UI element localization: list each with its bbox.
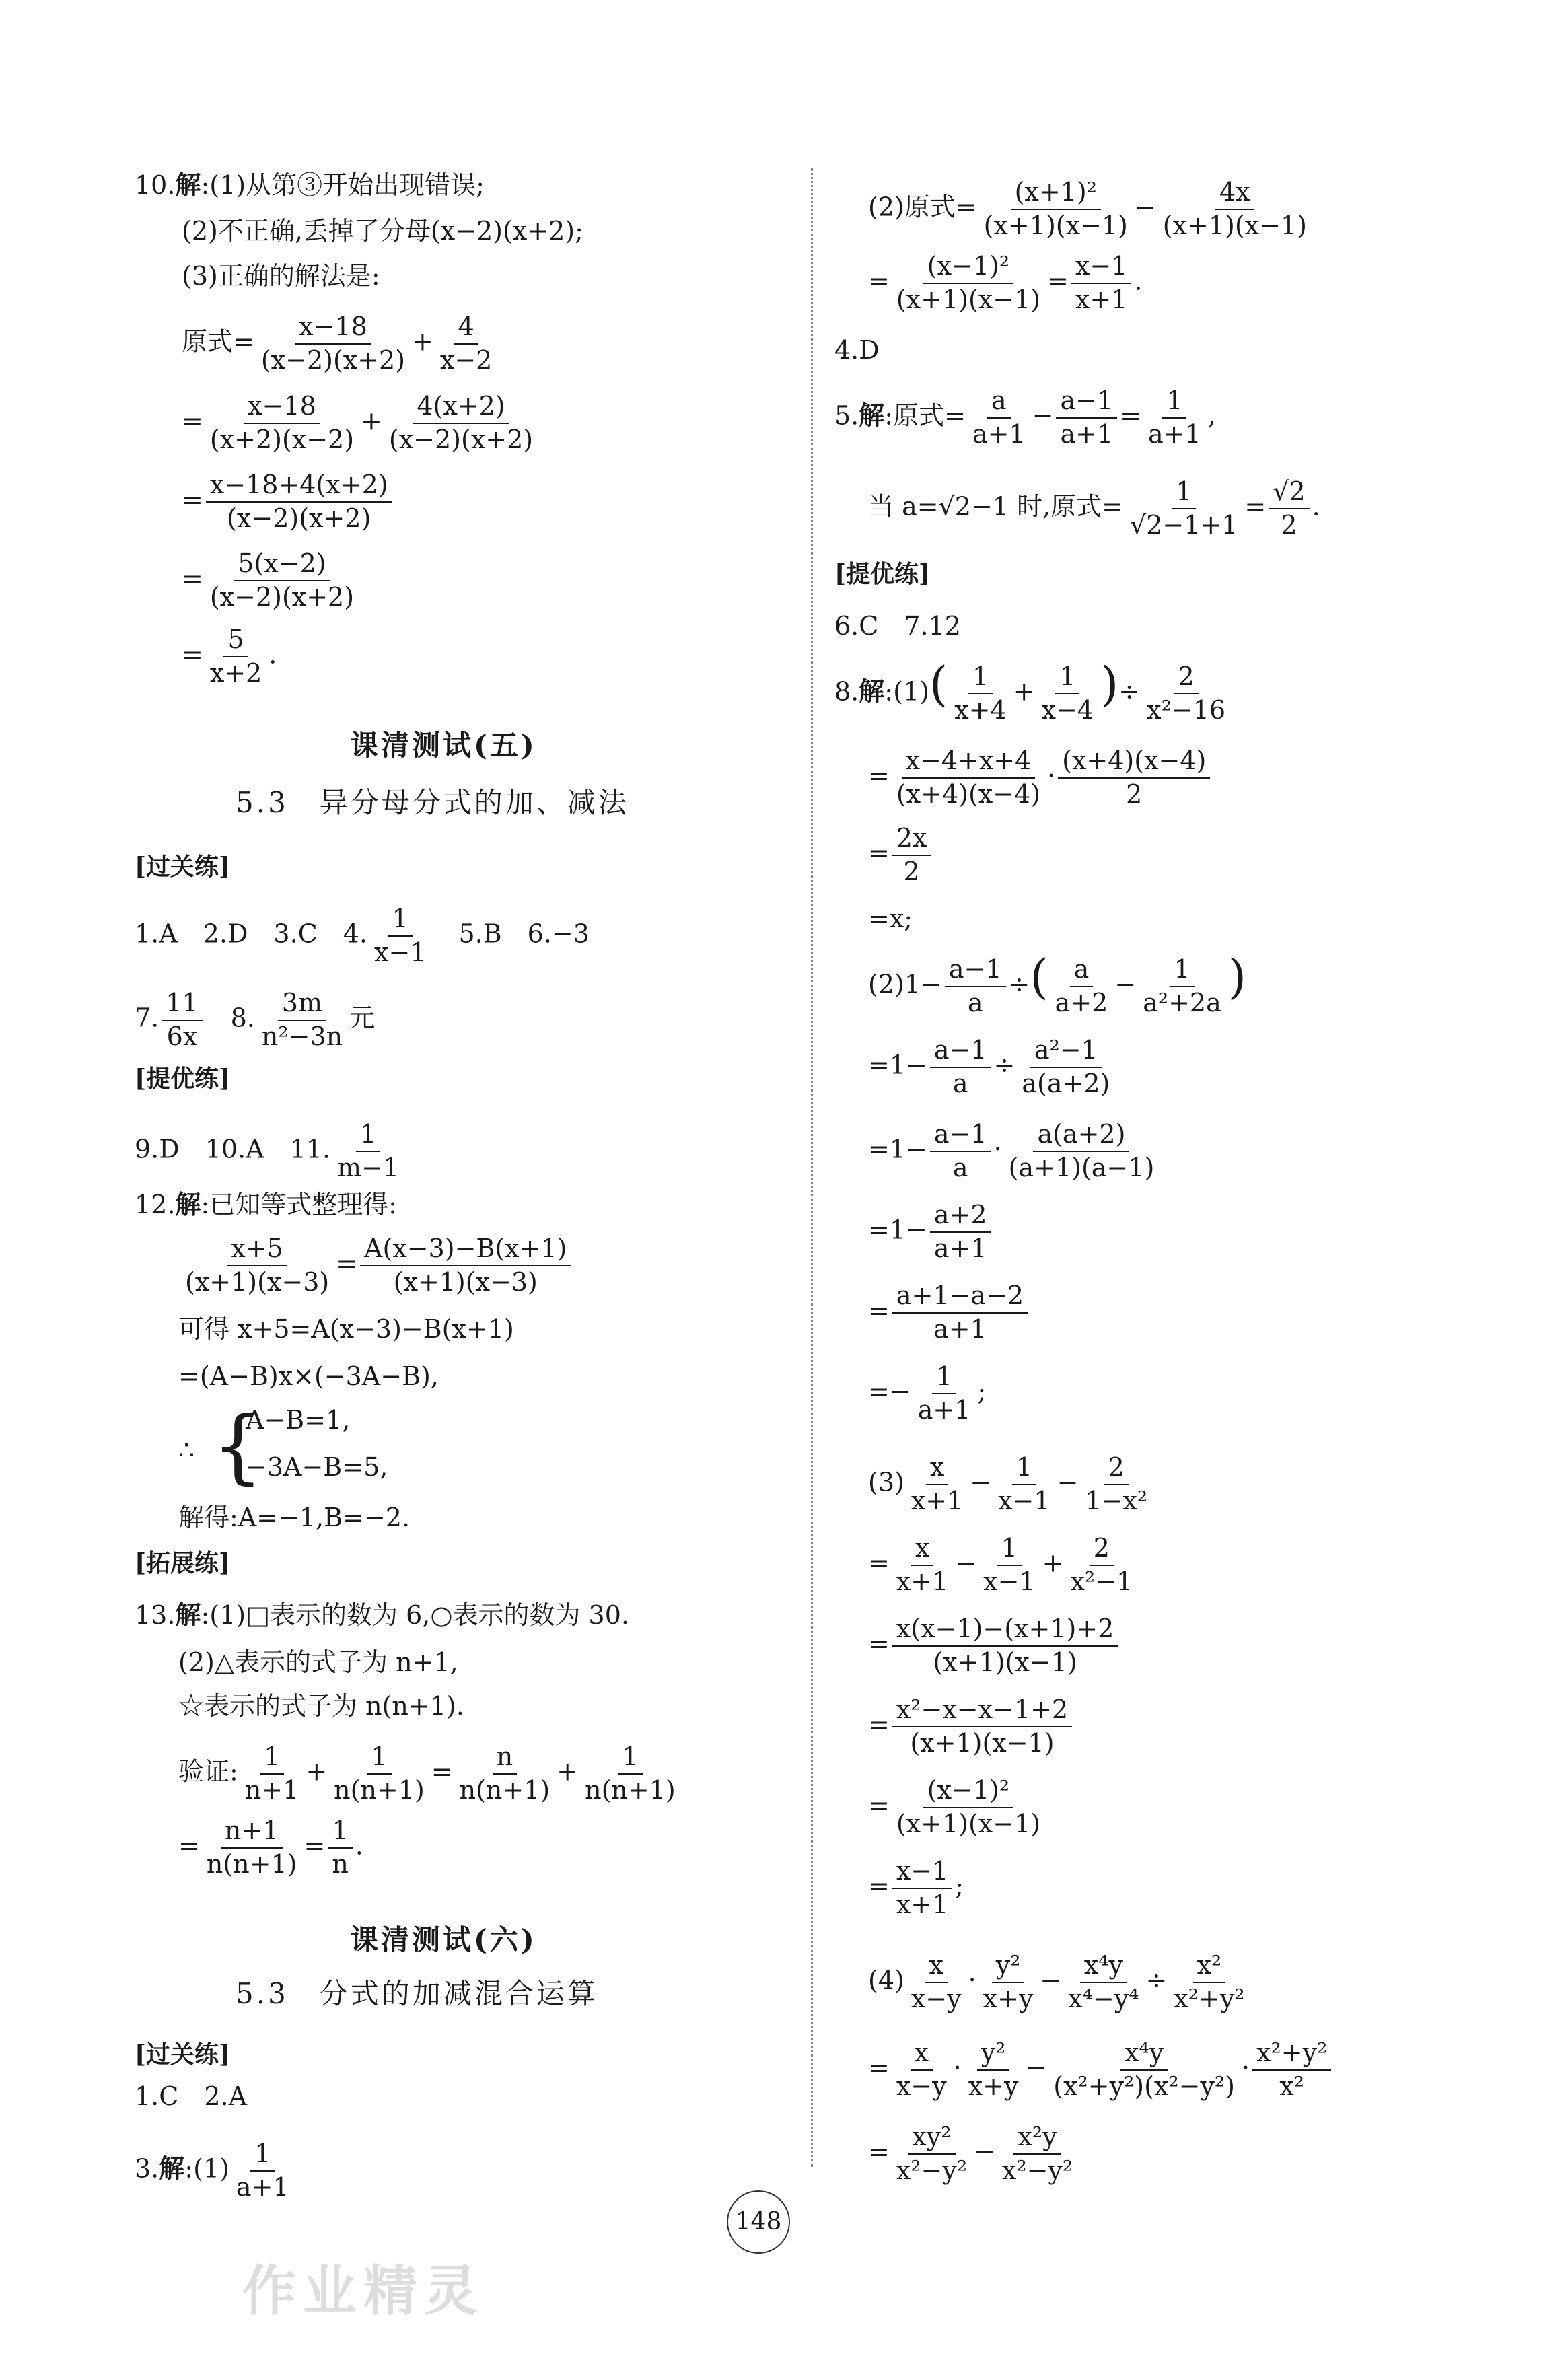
problem-8-1: 8.解:(1)( $\frac{1}{x+4}$ + $\frac{1}{x-4}$ )÷ $\frac{2}{\text{x²−16}}$ (834, 656, 1225, 725)
r-step-2: = $\frac{\text{(x−1)²}}{(x+1)(x-1)}$ = $\frac{x-1}{x+1}$ . (868, 251, 1143, 314)
label-tiyou-right: [提优练] (834, 560, 931, 588)
problem-8-3-step1: = $\frac{x}{x+1}$ − $\frac{1}{x-1}$ + $\frac{2}{\text{x²−1}}$ (868, 1533, 1133, 1596)
problem-8-4-step2: = $\frac{\text{xy²}}{\text{x²−y²}}$ − $\frac{\text{x²y}}{\text{x²−y²}}$ (868, 2122, 1073, 2185)
section-subtitle-6: 5.3 分式的加减混合运算 (236, 1977, 598, 2010)
problem-8-2-step1: =1− $\frac{a-1}{a}$ ÷ $\frac{\text{a²−1}}{a(a+2)}$ (868, 1035, 1110, 1098)
label-tiyou: [提优练] (135, 1065, 231, 1093)
problem-12-line3: 可得 x+5=A(x−3)−B(x+1) (178, 1314, 514, 1344)
problem-8-1-step2: = $\frac{2x}{2}$ (868, 824, 933, 886)
problem-8-2-step5: =− $\frac{1}{a+1}$ ; (868, 1361, 987, 1425)
answers-7-8: 7. $\frac{11}{6x}$ 8. $\frac{3m}{\text{n²−3n}}$ 元 (135, 988, 376, 1051)
problem-8-3-step5: = $\frac{x-1}{x+1}$ ; (868, 1856, 964, 1919)
section-subtitle-5: 5.3 异分母分式的加、减法 (236, 786, 629, 819)
problem-13-verify: 验证: $\frac{1}{n+1}$ + $\frac{1}{n(n+1)}$ = $\frac{n}{n(n+1)}$ + $\frac{1}{n(n+1)}$ (178, 1742, 676, 1805)
answers-1-6: 1.A 2.D 3.C 4. $\frac{1}{x-1}$ 5.B 6.−3 (135, 904, 590, 967)
problem-8-3: (3) $\frac{x}{x+1}$ − $\frac{1}{x-1}$ − $\frac{2}{\text{1−x²}}$ (868, 1452, 1148, 1515)
problem-8-2: (2)1− $\frac{a-1}{a}$ ÷( $\frac{a}{a+2}$ − $\frac{1}{\text{a²+2a}}$ ) (868, 949, 1247, 1017)
problem-8-1-step1: = $\frac{x-4+x+4}{(x+4)(x-4)}$ · $\frac{(x+4)(x-4)}{2}$ (868, 747, 1213, 809)
label-tuozhan: [拓展练] (135, 1549, 231, 1577)
problem-8-1-step3: =x; (868, 904, 913, 933)
problem-8-4: (4) $\frac{x}{x-y}$ · $\frac{\text{y²}}{x+y}$ − $\frac{\text{x⁴y}}{\text{x⁴−y⁴}}$ ÷ $\frac{\text{x²}}{\text{x²+y²}}$ (868, 1950, 1245, 2013)
answers-6-1-2: 1.C 2.A (135, 2081, 248, 2111)
step-4: = $\frac{5(x-2)}{(x-2)(x+2)}$ (182, 548, 355, 612)
label-guoguan-6: [过关练] (135, 2040, 231, 2069)
problem-10-line3: (3)正确的解法是: (182, 261, 380, 291)
problem-8-3-step2: = $\frac{x(x-1)-(x+1)+2}{(x+1)(x-1)}$ (868, 1615, 1120, 1677)
r-step-1: (2)原式= $\frac{\text{(x+1)²}}{(x+1)(x-1)}$ − $\frac{4x}{(x+1)(x-1)}$ (868, 177, 1307, 240)
problem-13-line2: (2)△表示的式子为 n+1, (178, 1647, 458, 1677)
answer-4: 4.D (834, 335, 880, 365)
step-5: = $\frac{5}{x+2}$ . (182, 624, 277, 688)
label-guoguan: [过关练] (135, 853, 231, 881)
step-1: 原式= $\frac{x-18}{(x-2)(x+2)}$ + $\frac{4}{x-2}$ (182, 312, 493, 375)
problem-8-2-step3: =1− $\frac{a+2}{a+1}$ (868, 1201, 994, 1263)
problem-13-line1: 13.解:(1)□表示的数为 6,○表示的数为 30. (135, 1600, 629, 1630)
problem-12-result: 解得:A=−1,B=−2. (178, 1503, 411, 1532)
column-divider (811, 168, 813, 2167)
system-eq-1: A−B=1, (246, 1405, 351, 1435)
section-title-6: 课清测试(六) (350, 1923, 537, 1956)
therefore-symbol: ∴ (178, 1435, 195, 1465)
problem-10-line1: 10.解:(1)从第③开始出现错误; (135, 170, 485, 200)
watermark: 作业精灵 (242, 2259, 485, 2322)
brace-icon: { (212, 1400, 264, 1493)
problem-10-line2: (2)不正确,丢掉了分母(x−2)(x+2); (182, 216, 583, 246)
problem-8-2-step4: = $\frac{a+1-a-2}{a+1}$ (868, 1282, 1030, 1344)
answer-6-3: 3.解:(1) $\frac{1}{a+1}$ (135, 2139, 289, 2202)
problem-12-line4: =(A−B)x×(−3A−B), (178, 1361, 439, 1391)
answers-9-11: 9.D 10.A 11. $\frac{1}{m-1}$ (135, 1119, 400, 1182)
problem-5-substitute: 当 a=√2−1 时,原式= $\frac{1}{√2-1+1}$ = $\frac{√2}{2}$ . (868, 476, 1320, 540)
step-2: = $\frac{x-18}{(x+2)(x-2)}$ + $\frac{4(x+2)}{(x-2)(x+2)}$ (182, 391, 534, 454)
problem-8-3-step3: = $\frac{\text{x²−x−x−1+2}}{(x+1)(x-1)}$ (868, 1696, 1075, 1758)
problem-13-result: = $\frac{n+1}{n(n+1)}$ = $\frac{1}{n}$ . (178, 1816, 363, 1879)
problem-5: 5.解:原式= $\frac{a}{a+1}$ − $\frac{a-1}{a+1}$ = $\frac{1}{a+1}$ , (834, 386, 1216, 449)
system-eq-2: −3A−B=5, (246, 1452, 388, 1482)
problem-8-2-step2: =1− $\frac{a-1}{a}$ · $\frac{a(a+2)}{(a+1)(a-1)}$ (868, 1119, 1155, 1182)
problem-13-line3: ☆表示的式子为 n(n+1). (178, 1691, 464, 1721)
problem-12-eq: $\frac{x+5}{(x+1)(x-3)}$ = $\frac{A(x-3)-B(x+1)}{(x+1)(x-3)}$ (178, 1235, 573, 1297)
problem-8-3-step4: = $\frac{\text{(x−1)²}}{(x+1)(x-1)}$ (868, 1775, 1041, 1838)
problem-12-line1: 12.解:已知等式整理得: (135, 1189, 398, 1219)
page-number: 148 (727, 2190, 790, 2254)
answers-6-7: 6.C 7.12 (834, 611, 961, 641)
problem-8-4-step1: = $\frac{x}{x-y}$ · $\frac{\text{y²}}{x+y}$ − $\frac{\text{x⁴y}}{\text{(x²+y²)(x²−y²)}}$ · $\frac{\text{x²+y²}}{\text{x²}}$ (868, 2039, 1334, 2101)
step-3: = $\frac{x-18+4(x+2)}{(x-2)(x+2)}$ (182, 471, 395, 533)
section-title-5: 课清测试(五) (350, 729, 537, 762)
